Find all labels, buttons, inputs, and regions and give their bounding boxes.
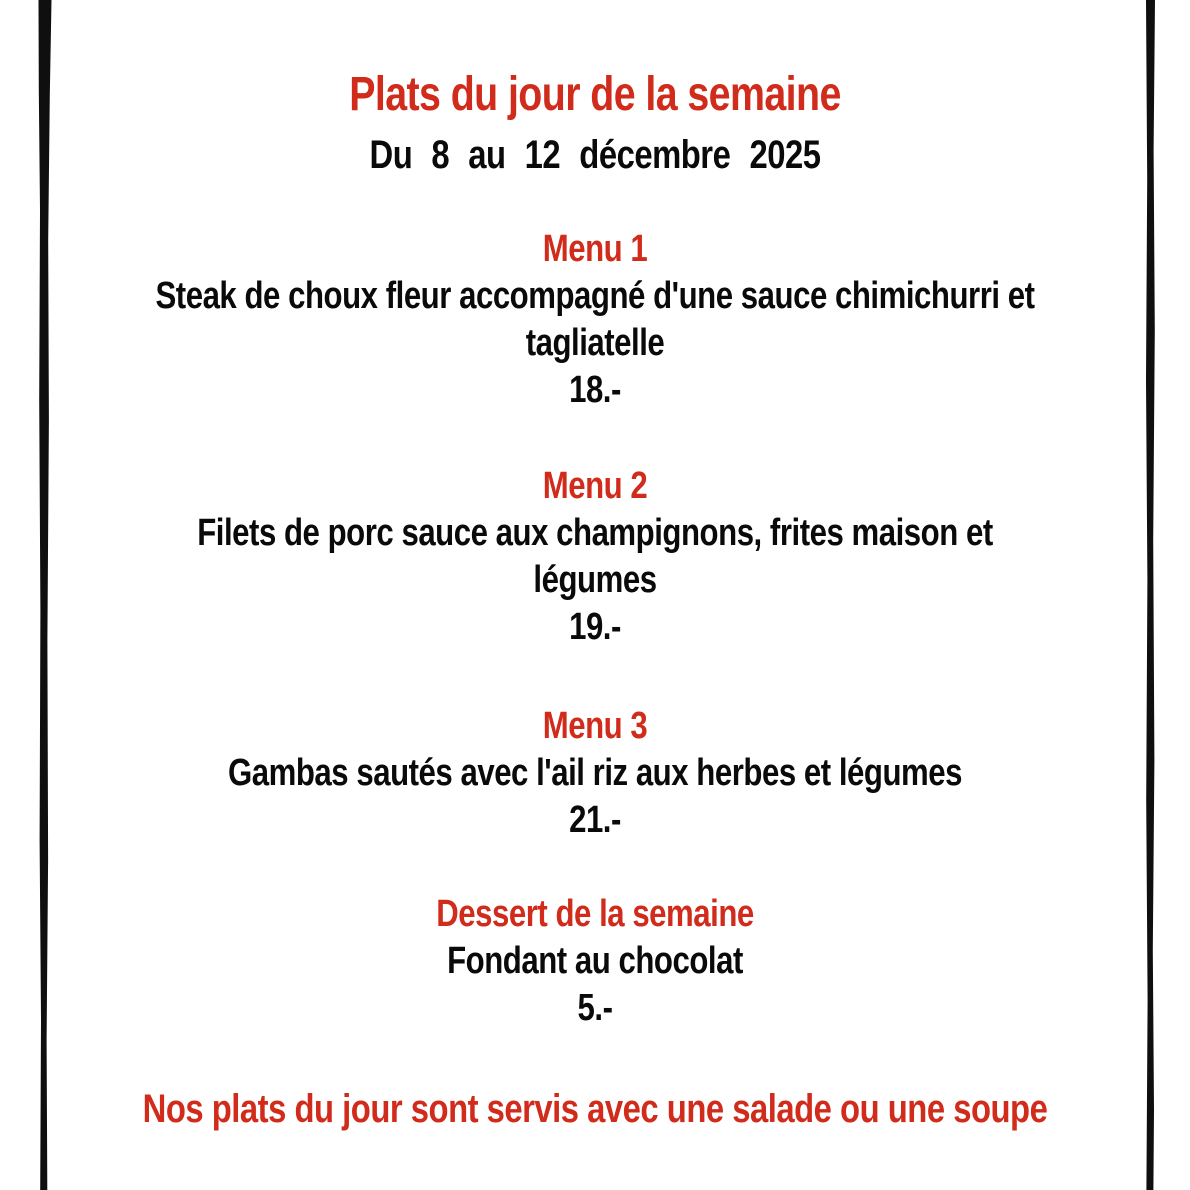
menu-3-label: Menu 3 [542, 705, 648, 747]
dessert-price: 5.- [577, 987, 613, 1029]
menu-1-dish-line-1: Steak de choux fleur accompagné d'une sauce chimichurri et [155, 275, 1035, 317]
menu-2-dish-line-2: légumes [533, 559, 657, 601]
menu-2-dish-line-1: Filets de porc sauce aux champignons, frites maison et [197, 512, 993, 554]
menu-1-dish-line-2: tagliatelle [525, 322, 665, 364]
left-border-line [39, 0, 52, 1190]
menu-2-label: Menu 2 [542, 465, 648, 507]
menu-2-section [107, 463, 1083, 651]
dessert-dish-line: Fondant au chocolat [447, 940, 743, 982]
menu-1-label: Menu 1 [542, 228, 648, 270]
menu-1-price: 18.- [569, 369, 621, 411]
menu-header [107, 68, 1083, 180]
page-title: Plats du jour de la semaine [349, 68, 841, 121]
right-border-line [1146, 0, 1155, 1190]
menu-3-price: 21.- [569, 799, 621, 841]
menu-1-section [107, 226, 1083, 414]
menu-content [107, 0, 1083, 1190]
dessert-section [107, 891, 1083, 1032]
menu-3-dish-line-1: Gambas sautés avec l'ail riz aux herbes et légumes [227, 752, 962, 794]
dessert-label: Dessert de la semaine [436, 893, 754, 935]
menu-3-section [107, 703, 1083, 844]
date-range: Du 8 au 12 décembre 2025 [369, 133, 821, 177]
footer-note: Nos plats du jour sont servis avec une salade ou une soupe [142, 1087, 1048, 1131]
menu-2-price: 19.- [569, 606, 621, 648]
